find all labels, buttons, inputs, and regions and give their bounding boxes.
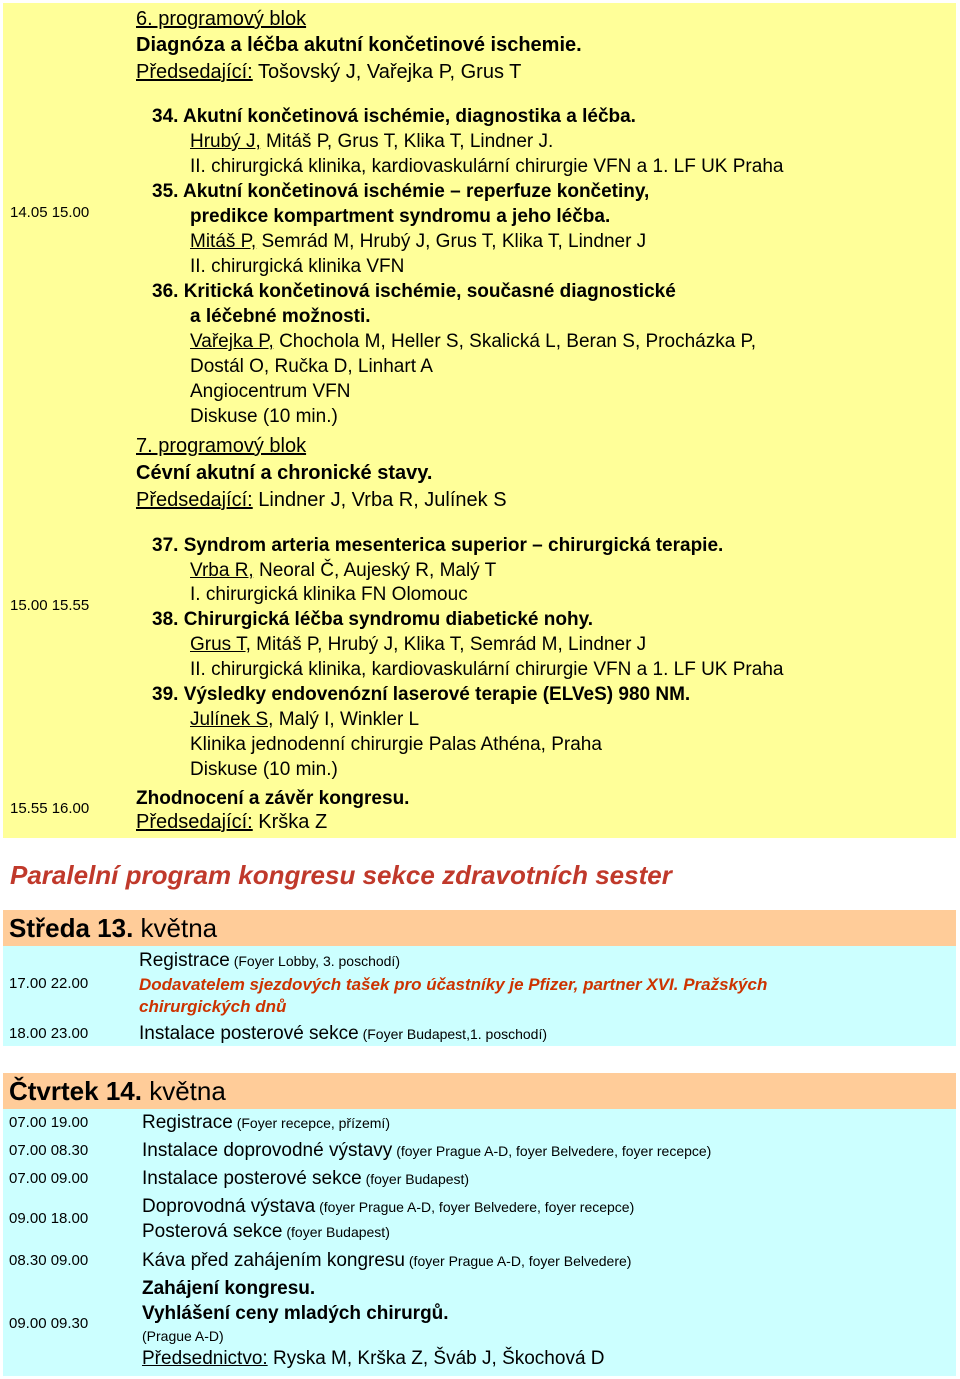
wed-row1-sponsor-2: chirurgických dnů [139,997,287,1016]
thu-row5-label: Káva před zahájením kongresu (foyer Prague A-D, foyer Belvedere) [142,1250,632,1271]
talk37-institution: I. chirurgická klinika FN Olomouc [190,584,468,605]
wed-row1-label: Registrace (Foyer Lobby, 3. poschodí) [139,950,400,971]
wed-row1-time: 17.00 22.00 [9,975,89,992]
wed-row2-time: 18.00 23.00 [9,1025,89,1042]
closing-time: 15.55 16.00 [10,800,90,817]
thu-row5-time: 08.30 09.00 [9,1252,89,1269]
talk35-authors: Mitáš P, Semrád M, Hrubý J, Grus T, Klika T, Lindner J [190,231,647,252]
block6-chairs: Předsedající: Tošovský J, Vařejka P, Grus T [136,61,522,83]
block6-subtitle: Diagnóza a léčba akutní končetinové ischemie. [136,34,582,56]
block7-title: 7. programový blok [136,435,307,457]
opening-title: Zahájení kongresu. [142,1278,316,1299]
thu-row4-label2: Posterová sekce (foyer Budapest) [142,1221,390,1242]
talk34-institution: II. chirurgická klinika, kardiovaskulární chirurgie VFN a 1. LF UK Praha [190,156,784,177]
closing-title: Zhodnocení a závěr kongresu. [136,788,410,809]
talk38-institution: II. chirurgická klinika, kardiovaskulární chirurgie VFN a 1. LF UK Praha [190,659,784,680]
thu-row2-time: 07.00 08.30 [9,1142,89,1159]
talk38-title: 38. Chirurgická léčba syndromu diabetické nohy. [152,609,594,630]
talk35-institution: II. chirurgická klinika VFN [190,256,405,277]
block7-discussion: Diskuse (10 min.) [190,759,338,780]
thu-row2-label: Instalace doprovodné výstavy (foyer Prague A-D, foyer Belvedere, foyer recepce) [142,1140,712,1161]
talk34-title: 34. Akutní končetinová ischémie, diagnostika a léčba. [152,106,636,127]
block6-time: 14.05 15.00 [10,204,90,221]
talk34-authors: Hrubý J, Mitáš P, Grus T, Klika T, Lindner J. [190,131,554,152]
thu-row4-time: 09.00 18.00 [9,1210,89,1227]
talk36-title-1: 36. Kritická končetinová ischémie, současné diagnostické [152,281,676,302]
talk38-authors: Grus T, Mitáš P, Hrubý J, Klika T, Semrád M, Lindner J [190,634,647,655]
talk39-title: 39. Výsledky endovenózní laserové terapie (ELVeS) 980 NM. [152,684,691,705]
thu-row3-time: 07.00 09.00 [9,1170,89,1187]
block6-discussion: Diskuse (10 min.) [190,406,338,427]
talk39-institution: Klinika jednodenní chirurgie Palas Athéna, Praha [190,734,602,755]
wed-row2-label: Instalace posterové sekce (Foyer Budapest,1. poschodí) [139,1023,548,1044]
talk37-authors: Vrba R, Neoral Č, Aujeský R, Malý T [190,560,497,581]
parallel-program-heading: Paralelní program kongresu sekce zdravotních sester [10,860,672,890]
talk36-institution: Angiocentrum VFN [190,381,351,402]
block7-subtitle: Cévní akutní a chronické stavy. [136,462,433,484]
talk35-title-1: 35. Akutní končetinová ischémie – reperfuze končetiny, [152,181,650,202]
thu-row1-label: Registrace (Foyer recepce, přízemí) [142,1112,390,1133]
thursday-title: Čtvrtek 14. května [9,1076,226,1106]
thu-row6-time: 09.00 09.30 [9,1315,89,1332]
thu-row3-label: Instalace posterové sekce (foyer Budapest) [142,1168,470,1189]
talk37-title: 37. Syndrom arteria mesenterica superior – chirurgická terapie. [152,535,724,556]
talk36-authors-1: Vařejka P, Chochola M, Heller S, Skalická L, Beran S, Procházka P, [190,331,757,352]
block7-chairs: Předsedající: Lindner J, Vrba R, Julínek S [136,489,507,511]
talk35-title-2: predikce kompartment syndromu a jeho léčba. [190,206,611,227]
block7-time: 15.00 15.55 [10,597,90,614]
wed-row1-sponsor-1: Dodavatelem sjezdových tašek pro účastníky je Pfizer, partner XVI. Pražských [139,975,768,994]
talk36-authors-2: Dostál O, Ručka D, Linhart A [190,356,433,377]
thu-row4-label: Doprovodná výstava (foyer Prague A-D, foyer Belvedere, foyer recepce) [142,1196,635,1217]
opening-location: (Prague A-D) [142,1328,224,1344]
block6-title: 6. programový blok [136,8,307,30]
closing-chairs: Předsedající: Krška Z [136,811,328,833]
talk39-authors: Julínek S, Malý I, Winkler L [190,709,420,730]
young-surgeons-award: Vyhlášení ceny mladých chirurgů. [142,1303,449,1324]
opening-board: Předsednictvo: Ryska M, Krška Z, Šváb J, Škochová D [142,1348,605,1369]
thu-row1-time: 07.00 19.00 [9,1114,89,1131]
wednesday-title: Středa 13. května [9,913,218,943]
talk36-title-2: a léčebné možnosti. [190,306,371,327]
